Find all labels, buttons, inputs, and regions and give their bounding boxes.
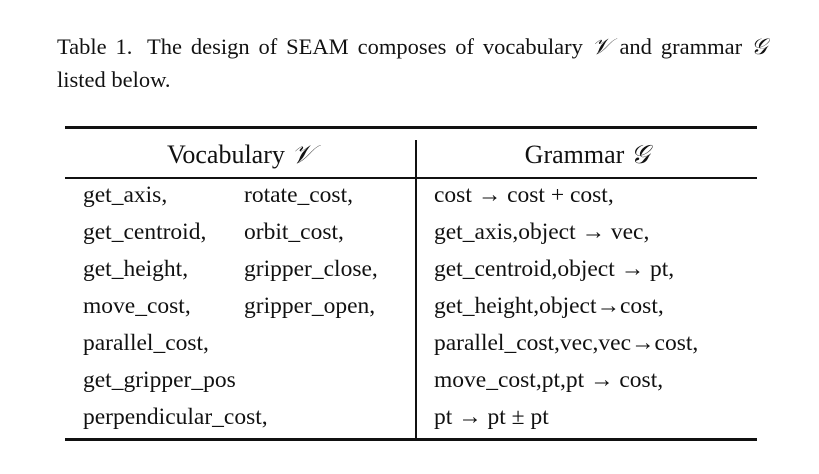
- vocab-term: move_cost,: [83, 293, 191, 319]
- header-grammar-label: Grammar: [524, 140, 625, 169]
- vocab-term: gripper_open,: [244, 293, 376, 319]
- table-header-rule: [65, 177, 757, 179]
- caption-text-and: and: [619, 34, 652, 59]
- vocab-term: get_height,: [83, 256, 189, 282]
- vocab-term: gripper_close,: [244, 256, 378, 282]
- grammar-rule: pt → pt ± pt: [434, 404, 549, 430]
- table-bottom-rule: [65, 438, 757, 441]
- header-vocabulary-symbol: 𝒱: [291, 140, 314, 169]
- vocab-term: perpendicular_cost,: [83, 404, 268, 430]
- grammar-rule: get_height,object→cost,: [434, 293, 664, 319]
- vocab-term: get_gripper_pos: [83, 367, 236, 393]
- header-grammar-symbol: 𝒢: [630, 140, 650, 169]
- header-vocabulary: [65, 138, 415, 172]
- grammar-rule: cost → cost + cost,: [434, 182, 614, 208]
- caption-text-grammar: grammar: [660, 34, 743, 59]
- header-grammar: [417, 138, 757, 172]
- table-column-divider: [415, 140, 417, 438]
- vocab-term: parallel_cost,: [83, 330, 209, 356]
- caption-text-vocabulary: The design of SEAM composes of vocabulary: [146, 34, 583, 59]
- caption-label: Table 1.: [57, 34, 133, 59]
- caption-vocabulary-symbol: 𝒱: [591, 34, 611, 59]
- grammar-rule: get_centroid,object → pt,: [434, 256, 675, 282]
- header-vocabulary-label: Vocabulary: [166, 140, 285, 169]
- vocab-term: get_axis,: [83, 182, 168, 208]
- table-caption: [57, 30, 767, 96]
- grammar-rule: parallel_cost,vec,vec→cost,: [434, 330, 699, 356]
- grammar-rule: get_axis,object → vec,: [434, 219, 650, 245]
- grammar-rule: move_cost,pt,pt → cost,: [434, 367, 664, 393]
- vocab-term: get_centroid,: [83, 219, 207, 245]
- vocab-term: rotate_cost,: [244, 182, 353, 208]
- vocab-term: orbit_cost,: [244, 219, 344, 245]
- caption-grammar-symbol: 𝒢: [751, 34, 768, 59]
- table-top-rule: [65, 126, 757, 129]
- caption-text-listed: listed below.: [57, 67, 171, 92]
